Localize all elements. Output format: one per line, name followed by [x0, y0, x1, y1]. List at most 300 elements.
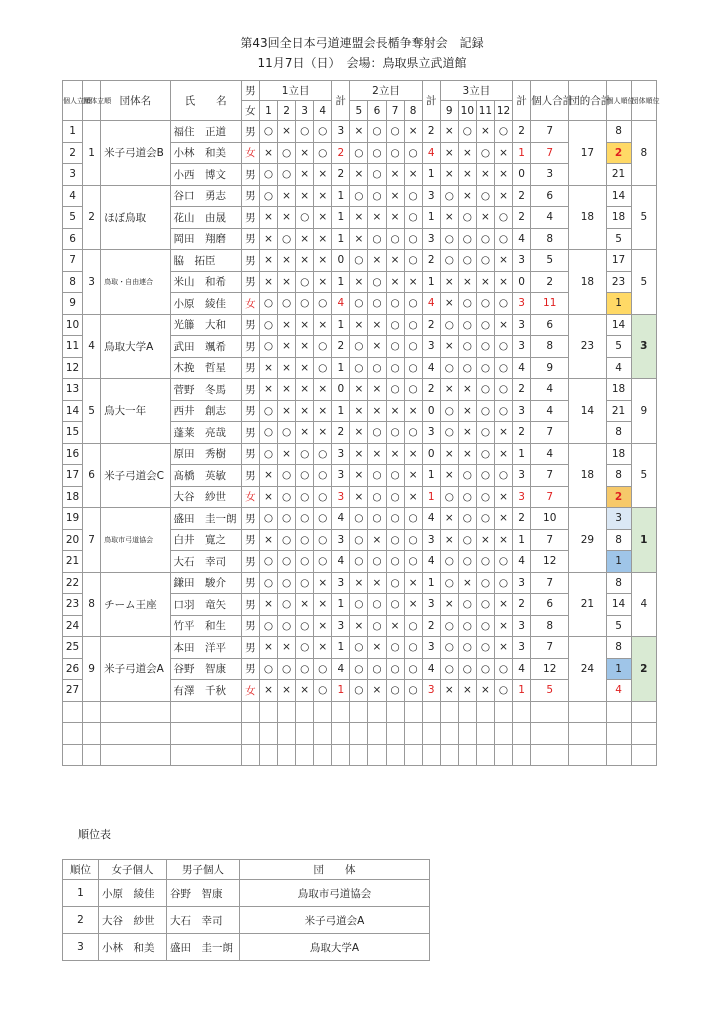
round-total: 2 — [513, 508, 531, 530]
shot-mark: × — [296, 314, 314, 336]
table-row — [63, 508, 657, 530]
shot-mark: × — [440, 443, 458, 465]
round-total: 3 — [513, 314, 531, 336]
round-total: 1 — [332, 271, 350, 293]
shot-mark: ○ — [440, 615, 458, 637]
shot-mark: × — [350, 422, 368, 444]
individual-rank: 2 — [606, 486, 631, 508]
header-gender-female: 女 — [241, 101, 259, 121]
empty-cell — [259, 744, 277, 766]
shot-mark: ○ — [278, 142, 296, 164]
shot-mark: ○ — [350, 336, 368, 358]
individual-total: 5 — [531, 250, 569, 272]
shot-mark: ○ — [259, 293, 277, 315]
shot-mark: ○ — [259, 443, 277, 465]
team-total: 29 — [569, 508, 606, 573]
shot-mark: ○ — [476, 250, 494, 272]
shot-mark: ○ — [278, 594, 296, 616]
gender: 男 — [241, 357, 259, 379]
ind-no: 20 — [63, 529, 83, 551]
round-total: 3 — [513, 637, 531, 659]
shot-mark: ○ — [476, 336, 494, 358]
table-row — [63, 185, 657, 207]
shot-mark: × — [458, 680, 476, 702]
header-total1: 計 — [332, 81, 350, 121]
shot-mark: ○ — [314, 465, 332, 487]
shot-mark: ○ — [368, 615, 386, 637]
individual-rank: 1 — [606, 293, 631, 315]
round-total: 1 — [332, 400, 350, 422]
shot-mark: × — [314, 207, 332, 229]
individual-total: 4 — [531, 443, 569, 465]
ind-no: 18 — [63, 486, 83, 508]
shot-mark: × — [296, 357, 314, 379]
shot-mark: ○ — [350, 185, 368, 207]
shot-mark: ○ — [386, 658, 404, 680]
shot-mark: ○ — [350, 293, 368, 315]
empty-cell — [278, 701, 296, 723]
gender: 男 — [241, 637, 259, 659]
shot-mark: ○ — [296, 615, 314, 637]
round-total: 1 — [422, 465, 440, 487]
shot-mark: ○ — [494, 680, 512, 702]
shot-mark: × — [350, 572, 368, 594]
header-shot-number: 8 — [404, 101, 422, 121]
round-total: 0 — [513, 271, 531, 293]
empty-cell — [606, 723, 631, 745]
ind-no: 5 — [63, 207, 83, 229]
table-row — [63, 572, 657, 594]
shot-mark: ○ — [386, 508, 404, 530]
empty-cell — [513, 701, 531, 723]
round-total: 3 — [513, 250, 531, 272]
shot-mark: ○ — [278, 293, 296, 315]
round-total: 2 — [332, 142, 350, 164]
shot-mark: ○ — [278, 551, 296, 573]
team-no: 9 — [83, 637, 101, 702]
shot-mark: ○ — [350, 529, 368, 551]
gender: 男 — [241, 250, 259, 272]
empty-cell — [63, 701, 83, 723]
ranking-header: 男子個人 — [167, 860, 240, 880]
shot-mark: ○ — [314, 680, 332, 702]
empty-cell — [170, 701, 241, 723]
shot-mark: ○ — [259, 314, 277, 336]
empty-cell — [314, 744, 332, 766]
shot-mark: ○ — [404, 142, 422, 164]
shot-mark: ○ — [259, 400, 277, 422]
shot-mark: ○ — [476, 572, 494, 594]
shot-mark: ○ — [296, 637, 314, 659]
shot-mark: ○ — [440, 422, 458, 444]
shot-mark: × — [458, 164, 476, 186]
individual-total: 4 — [531, 400, 569, 422]
empty-cell — [386, 701, 404, 723]
shot-mark: ○ — [296, 271, 314, 293]
shot-mark: ○ — [476, 551, 494, 573]
shot-mark: × — [404, 594, 422, 616]
gender: 男 — [241, 422, 259, 444]
shot-mark: ○ — [386, 379, 404, 401]
shot-mark: × — [458, 572, 476, 594]
empty-cell — [314, 723, 332, 745]
empty-cell — [170, 723, 241, 745]
shot-mark: ○ — [404, 422, 422, 444]
round-total: 3 — [422, 529, 440, 551]
table-row — [63, 443, 657, 465]
shot-mark: ○ — [494, 293, 512, 315]
shot-mark: × — [296, 185, 314, 207]
header-team-total: 団的合計 — [569, 81, 606, 121]
empty-cell — [531, 744, 569, 766]
team-rank: 3 — [631, 314, 656, 379]
shot-mark: ○ — [476, 293, 494, 315]
empty-cell — [368, 744, 386, 766]
shot-mark: × — [494, 443, 512, 465]
shot-mark: ○ — [476, 615, 494, 637]
shot-mark: ○ — [314, 486, 332, 508]
shot-mark: × — [278, 121, 296, 143]
empty-cell — [440, 744, 458, 766]
round-total: 2 — [422, 250, 440, 272]
team-rank: 1 — [631, 508, 656, 573]
team-total: 18 — [569, 185, 606, 250]
shot-mark: × — [350, 207, 368, 229]
ranking-male: 大石 幸司 — [167, 907, 240, 934]
round-total: 1 — [332, 185, 350, 207]
shot-mark: × — [440, 121, 458, 143]
ind-no: 26 — [63, 658, 83, 680]
results-table — [62, 80, 660, 766]
shot-mark: ○ — [458, 594, 476, 616]
header-team-no: 団体立順 — [83, 81, 101, 121]
shot-mark: ○ — [476, 314, 494, 336]
table-row — [63, 379, 657, 401]
shot-mark: ○ — [386, 465, 404, 487]
empty-cell — [531, 701, 569, 723]
round-total: 1 — [422, 164, 440, 186]
shot-mark: × — [440, 293, 458, 315]
shot-mark: × — [368, 207, 386, 229]
individual-total: 3 — [531, 164, 569, 186]
individual-total: 11 — [531, 293, 569, 315]
ranking-team: 鳥取市弓道協会 — [240, 880, 430, 907]
ind-no: 3 — [63, 164, 83, 186]
shot-mark: × — [458, 142, 476, 164]
round-total: 2 — [422, 314, 440, 336]
round-total: 4 — [332, 293, 350, 315]
shot-mark: ○ — [458, 228, 476, 250]
ind-no: 14 — [63, 400, 83, 422]
archer-name: 光籐 大和 — [170, 314, 241, 336]
team-name: 鳥大一年 — [101, 379, 170, 444]
empty-cell — [386, 744, 404, 766]
shot-mark: ○ — [368, 594, 386, 616]
shot-mark: ○ — [458, 529, 476, 551]
archer-name: 花山 由晟 — [170, 207, 241, 229]
shot-mark: ○ — [314, 508, 332, 530]
gender: 男 — [241, 508, 259, 530]
shot-mark: × — [476, 529, 494, 551]
shot-mark: × — [368, 336, 386, 358]
shot-mark: ○ — [458, 551, 476, 573]
archer-name: 木挽 哲星 — [170, 357, 241, 379]
shot-mark: ○ — [314, 658, 332, 680]
individual-rank: 8 — [606, 637, 631, 659]
shot-mark: ○ — [368, 142, 386, 164]
individual-rank: 1 — [606, 658, 631, 680]
individual-total: 8 — [531, 615, 569, 637]
empty-cell — [606, 744, 631, 766]
round-total: 1 — [513, 680, 531, 702]
shot-mark: × — [314, 185, 332, 207]
round-total: 1 — [332, 314, 350, 336]
archer-name: 竹平 和生 — [170, 615, 241, 637]
ind-no: 24 — [63, 615, 83, 637]
shot-mark: ○ — [404, 658, 422, 680]
shot-mark: × — [494, 250, 512, 272]
ranking-team: 米子弓道会A — [240, 907, 430, 934]
header-shot-number: 11 — [476, 101, 494, 121]
individual-rank: 21 — [606, 400, 631, 422]
shot-mark: × — [296, 142, 314, 164]
empty-cell — [494, 701, 512, 723]
individual-rank: 14 — [606, 314, 631, 336]
shot-mark: × — [350, 465, 368, 487]
round-total: 2 — [422, 121, 440, 143]
individual-rank: 21 — [606, 164, 631, 186]
shot-mark: ○ — [404, 228, 422, 250]
shot-mark: ○ — [278, 529, 296, 551]
shot-mark: × — [278, 314, 296, 336]
shot-mark: ○ — [386, 637, 404, 659]
team-no: 4 — [83, 314, 101, 379]
shot-mark: × — [278, 250, 296, 272]
header-shot-number: 7 — [386, 101, 404, 121]
individual-total: 7 — [531, 486, 569, 508]
empty-cell — [83, 723, 101, 745]
shot-mark: ○ — [440, 658, 458, 680]
shot-mark: ○ — [476, 357, 494, 379]
individual-total: 12 — [531, 551, 569, 573]
empty-cell — [241, 701, 259, 723]
gender: 男 — [241, 121, 259, 143]
shot-mark: ○ — [494, 207, 512, 229]
individual-total: 6 — [531, 594, 569, 616]
team-total: 24 — [569, 637, 606, 702]
shot-mark: × — [350, 314, 368, 336]
round-total: 4 — [422, 658, 440, 680]
empty-cell — [440, 723, 458, 745]
ind-no: 7 — [63, 250, 83, 272]
round-total: 3 — [513, 465, 531, 487]
round-total: 2 — [422, 615, 440, 637]
shot-mark: × — [259, 594, 277, 616]
shot-mark: ○ — [314, 551, 332, 573]
round-total: 2 — [513, 422, 531, 444]
round-total: 3 — [332, 615, 350, 637]
shot-mark: ○ — [259, 185, 277, 207]
shot-mark: ○ — [404, 680, 422, 702]
shot-mark: ○ — [278, 422, 296, 444]
shot-mark: ○ — [314, 142, 332, 164]
ind-no: 1 — [63, 121, 83, 143]
round-total: 3 — [422, 336, 440, 358]
shot-mark: × — [368, 637, 386, 659]
shot-mark: × — [314, 271, 332, 293]
round-total: 3 — [422, 680, 440, 702]
empty-row — [63, 723, 657, 745]
round-total: 3 — [513, 400, 531, 422]
individual-total: 2 — [531, 271, 569, 293]
team-name: 米子弓道会A — [101, 637, 170, 702]
shot-mark: ○ — [278, 508, 296, 530]
gender: 男 — [241, 336, 259, 358]
shot-mark: ○ — [404, 250, 422, 272]
shot-mark: ○ — [440, 551, 458, 573]
shot-mark: × — [368, 250, 386, 272]
header-shot-number: 3 — [296, 101, 314, 121]
shot-mark: × — [350, 121, 368, 143]
round-total: 3 — [332, 465, 350, 487]
empty-cell — [476, 723, 494, 745]
ind-no: 4 — [63, 185, 83, 207]
shot-mark: × — [368, 379, 386, 401]
team-rank: 8 — [631, 121, 656, 186]
round-total: 1 — [422, 271, 440, 293]
team-rank: 2 — [631, 637, 656, 702]
shot-mark: ○ — [259, 422, 277, 444]
shot-mark: × — [259, 207, 277, 229]
empty-cell — [631, 744, 656, 766]
empty-cell — [83, 701, 101, 723]
individual-rank: 14 — [606, 185, 631, 207]
round-total: 2 — [332, 164, 350, 186]
shot-mark: × — [458, 379, 476, 401]
shot-mark: ○ — [476, 465, 494, 487]
shot-mark: ○ — [404, 379, 422, 401]
shot-mark: × — [314, 379, 332, 401]
shot-mark: × — [458, 185, 476, 207]
shot-mark: × — [350, 443, 368, 465]
shot-mark: ○ — [386, 551, 404, 573]
shot-mark: × — [368, 680, 386, 702]
shot-mark: ○ — [458, 465, 476, 487]
round-total: 1 — [513, 529, 531, 551]
header-shot-number: 4 — [314, 101, 332, 121]
shot-mark: ○ — [476, 508, 494, 530]
shot-mark: × — [368, 400, 386, 422]
shot-mark: × — [368, 314, 386, 336]
archer-name: 口羽 竜矢 — [170, 594, 241, 616]
shot-mark: × — [259, 250, 277, 272]
round-total: 2 — [332, 422, 350, 444]
individual-rank: 5 — [606, 228, 631, 250]
shot-mark: × — [476, 680, 494, 702]
empty-cell — [569, 701, 606, 723]
shot-mark: ○ — [494, 357, 512, 379]
shot-mark: × — [440, 465, 458, 487]
ind-no: 11 — [63, 336, 83, 358]
team-total: 23 — [569, 314, 606, 379]
round-total: 1 — [332, 637, 350, 659]
shot-mark: × — [494, 594, 512, 616]
shot-mark: ○ — [368, 164, 386, 186]
shot-mark: ○ — [350, 508, 368, 530]
empty-cell — [63, 723, 83, 745]
gender: 男 — [241, 465, 259, 487]
shot-mark: ○ — [476, 422, 494, 444]
individual-rank: 4 — [606, 680, 631, 702]
team-no: 1 — [83, 121, 101, 186]
gender: 男 — [241, 271, 259, 293]
archer-name: 盛田 圭一朗 — [170, 508, 241, 530]
ind-no: 2 — [63, 142, 83, 164]
gender: 男 — [241, 572, 259, 594]
shot-mark: ○ — [440, 572, 458, 594]
shot-mark: × — [386, 400, 404, 422]
shot-mark: × — [296, 400, 314, 422]
individual-rank: 18 — [606, 207, 631, 229]
shot-mark: × — [494, 164, 512, 186]
shot-mark: ○ — [296, 443, 314, 465]
shot-mark: ○ — [458, 250, 476, 272]
shot-mark: ○ — [458, 207, 476, 229]
team-no: 6 — [83, 443, 101, 508]
shot-mark: × — [404, 121, 422, 143]
header-total2: 計 — [422, 81, 440, 121]
header-ind-total: 個人合計 — [531, 81, 569, 121]
ranking-female: 大谷 紗世 — [99, 907, 167, 934]
round-total: 3 — [332, 529, 350, 551]
shot-mark: × — [404, 572, 422, 594]
shot-mark: ○ — [278, 228, 296, 250]
shot-mark: × — [350, 164, 368, 186]
team-name: 鳥取・自由連合 — [101, 250, 170, 315]
shot-mark: ○ — [386, 422, 404, 444]
team-name: 米子弓道会B — [101, 121, 170, 186]
individual-rank: 4 — [606, 357, 631, 379]
header-round2: 2立目 — [350, 81, 422, 101]
shot-mark: × — [278, 400, 296, 422]
shot-mark: ○ — [494, 121, 512, 143]
shot-mark: ○ — [314, 121, 332, 143]
gender: 男 — [241, 594, 259, 616]
archer-name: 菅野 冬馬 — [170, 379, 241, 401]
individual-rank: 8 — [606, 572, 631, 594]
shot-mark: ○ — [259, 572, 277, 594]
ind-no: 27 — [63, 680, 83, 702]
empty-cell — [404, 723, 422, 745]
shot-mark: ○ — [476, 594, 494, 616]
round-total: 0 — [332, 250, 350, 272]
empty-cell — [101, 723, 170, 745]
empty-cell — [531, 723, 569, 745]
round-total: 0 — [422, 400, 440, 422]
shot-mark: ○ — [296, 486, 314, 508]
shot-mark: × — [278, 357, 296, 379]
shot-mark: × — [278, 680, 296, 702]
header-team-rank: 団体順位 — [631, 81, 656, 121]
individual-total: 6 — [531, 314, 569, 336]
empty-cell — [101, 701, 170, 723]
shot-mark: × — [350, 400, 368, 422]
round-total: 3 — [332, 443, 350, 465]
round-total: 3 — [513, 336, 531, 358]
individual-total: 7 — [531, 121, 569, 143]
shot-mark: ○ — [386, 142, 404, 164]
individual-rank: 14 — [606, 594, 631, 616]
